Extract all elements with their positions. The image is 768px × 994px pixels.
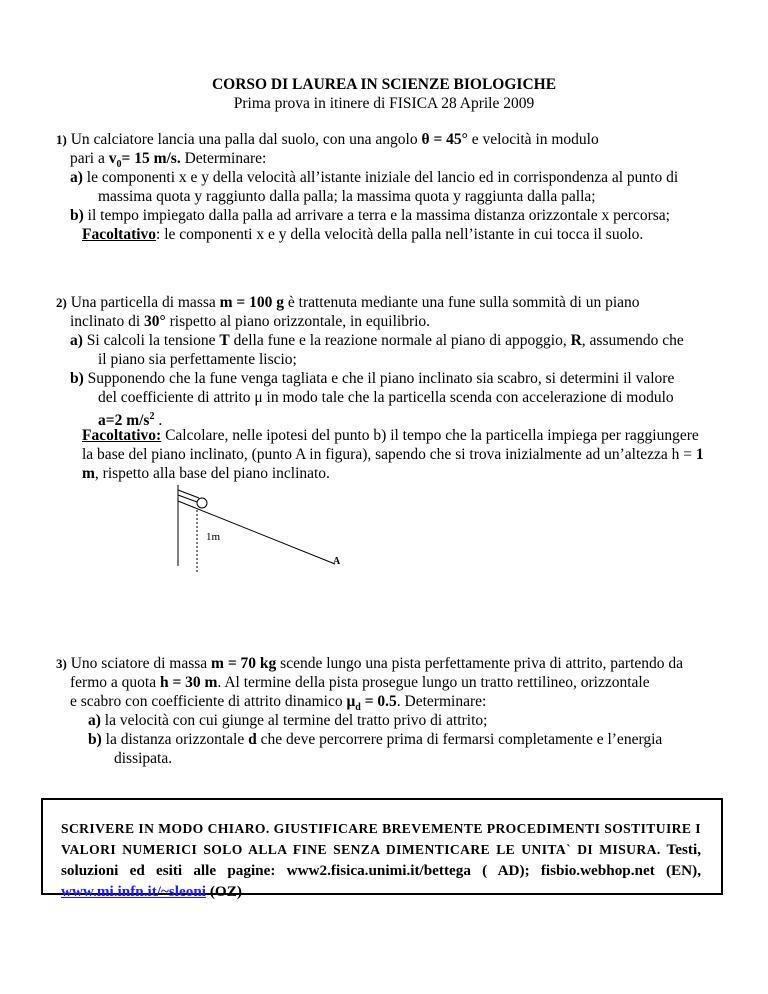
q1-b-label: b) [70,207,84,224]
q1-optional-label: Facoltativo [82,226,157,243]
q3-mu: $\mu_d = 0.5$ [346,693,397,714]
instructions-text [61,818,701,902]
q1-optional-text: : le componenti x e y della velocità della palla nell’istante in cui tocca il suolo. [156,226,644,243]
page-subtitle: Prima prova in itinere di FISICA 28 Aprile 2009 [233,95,535,112]
q2-a-text: Si calcoli la tensione [86,332,216,349]
q2-mass: m = 100 g [219,294,285,311]
q3-text: scende lungo una pista perfettamente priva di attrito, partendo da [280,655,684,672]
q2-tension-symbol: T [219,332,230,349]
instructions-oz: (OZ) [209,883,242,900]
q2-a-text: , assumendo che [581,332,684,349]
particle-circle [197,498,207,508]
q3-line2: fermo a quota h = 30 m. Al termine della pista prosegue lungo un tratto rettilineo, orizzontale [70,674,650,691]
q2-text: inclinato di [70,313,141,330]
page-title: CORSO DI LAUREA IN SCIENZE BIOLOGICHE [211,76,557,93]
q3-b-label: b) [88,731,102,748]
q3-distance-symbol: d [248,731,257,748]
instructions-box [41,798,723,900]
q1-optional [82,225,643,244]
q2-optional-label: Facoltativo: [82,427,162,444]
q1-theta: θ = 45° [421,131,468,148]
plane-slope [178,501,335,564]
point-a-label: A [333,556,341,567]
q3-line1 [56,654,683,673]
q2-optional [82,426,699,445]
q1-text: pari a [70,150,105,167]
q2-optional-text: Calcolare, nelle ipotesi del punto b) il tempo che la particella impiega per raggiungere [161,427,699,444]
inclined-plane-figure [173,480,363,575]
q1-text: Un calciatore lancia una palla dal suolo, con una angolo [70,131,418,148]
instructions-main: SCRIVERE IN MODO CHIARO. GIUSTIFICARE BREVEMENTE PROCEDIMENTI SOSTITUIRE I VALORI NUMERICI SOLO ALLA FINE SENZA DIMENTICARE LE UNITA` DI MISURA. [61,821,701,857]
q1-line1 [56,130,599,149]
q2-text: è trattenuta mediante una fune sulla sommità di un piano [287,294,640,311]
q2-a-text: della fune e la reazione normale al piano di appoggio, [233,332,567,349]
q3-number: 3) [56,656,67,671]
q2-line1 [56,293,640,312]
q1-a-text: le componenti x e y della velocità all’istante iniziale del lancio ed in corrispondenza al punto di [86,169,679,186]
q3-item-b-cont: dissipata. [114,750,173,767]
sleoni-link[interactable]: www.mi.infn.it/~sleoni [61,883,207,900]
q2-b-text: Supponendo che la fune venga tagliata e che il piano inclinato sia scabro, si determini il valore [87,370,675,387]
q3-a-text: la velocità con cui giunge al termine del tratto privo di attrito; [104,712,488,729]
q2-optional-line2: la base del piano inclinato, (punto A in figura), sapendo che si trova inizialmente ad un’altezza h = 1 [82,446,704,463]
q1-text: e velocità in modulo [471,131,599,148]
q2-acceleration: a=2 $m/s^2$ . [98,411,163,430]
q2-item-a [70,331,684,350]
height-label: 1m [206,531,221,543]
q2-text: rispetto al piano orizzontale, in equilibrio. [165,313,431,330]
instructions-pages: Testi, soluzioni ed esiti alle pagine: www2.fisica.unimi.it/bettega ( AD); fisbio.webhop.net (EN), [61,841,701,879]
q2-optional-line3: m, rispetto alla base del piano inclinato. [82,465,330,482]
q3-mass: m = 70 kg [211,655,277,672]
q2-item-b-cont: del coefficiente di attrito μ in modo tale che la particella scenda con accelerazione di modulo [98,389,674,406]
q2-angle: 30° [144,313,166,330]
q3-height: h = 30 m [159,674,218,691]
q2-item-a-cont: il piano sia perfettamente liscio; [98,351,297,368]
q1-v0: $v_0= 15$ m/s. [108,150,181,171]
q2-line2 [70,312,430,331]
q2-text: Una particella di massa [70,294,216,311]
q3-a-label: a) [88,712,101,729]
q1-a-label: a) [70,169,83,186]
q2-b-label: b) [70,370,84,387]
q2-number: 2) [56,295,67,310]
q1-text: Determinare: [184,150,267,167]
q2-item-b [70,369,674,388]
q3-text: Uno sciatore di massa [70,655,208,672]
q3-line3: e scabro con coefficiente di attrito dinamico $\mu_d = 0.5$. Determinare: [70,693,487,714]
q3-item-b: b) la distanza orizzontale d che deve percorrere prima di fermarsi completamente e l’energia [88,731,663,748]
q1-item-a [70,168,678,187]
q1-item-a-cont: massima quota y raggiunto dalla palla; la massima quota y raggiunta dalla palla; [98,188,596,205]
q3-item-a [88,711,487,730]
q1-item-b [70,206,670,225]
q1-b-text: il tempo impiegato dalla palla ad arrivare a terra e la massima distanza orizzontale x percorsa; [87,207,670,224]
q1-number: 1) [56,132,67,147]
q2-reaction-symbol: R [570,332,582,349]
rope-line [178,490,199,498]
q2-a-label: a) [70,332,83,349]
